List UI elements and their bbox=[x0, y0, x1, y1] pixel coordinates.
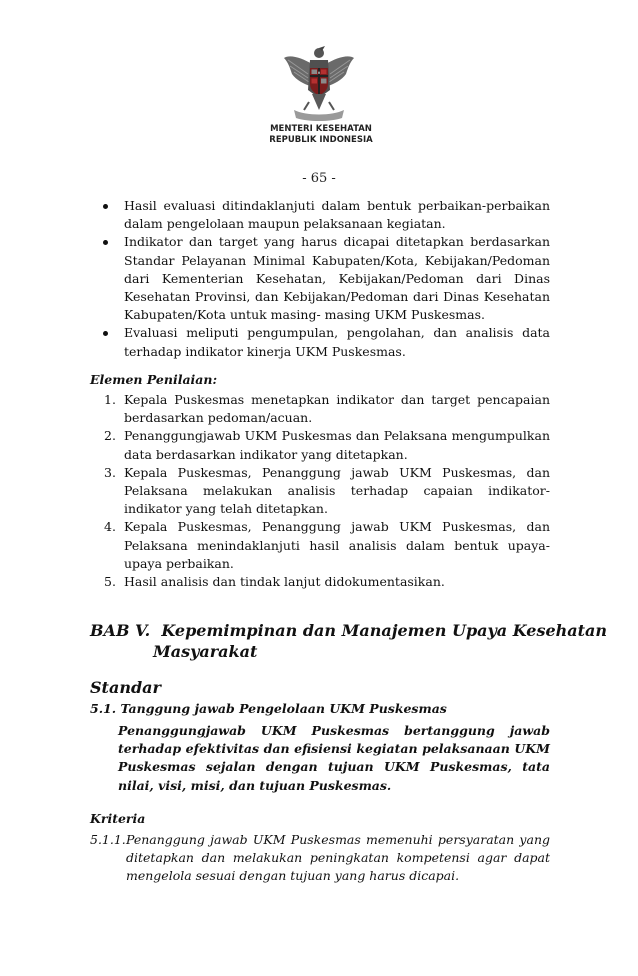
chapter-heading bbox=[90, 620, 608, 662]
list-number: 3. bbox=[104, 464, 116, 480]
kriteria-number: 5.1.1. bbox=[90, 832, 126, 847]
elemen-title-text: Elemen Penilaian: bbox=[90, 372, 218, 387]
list-item bbox=[90, 391, 550, 427]
standar-heading: Standar bbox=[90, 678, 161, 697]
list-text: Penanggungjawab UKM Puskesmas dan Pelaksana mengumpulkan data berdasarkan indikator yang ditetapkan. bbox=[124, 428, 550, 462]
list-number: 5. bbox=[104, 574, 116, 590]
list-number: 4. bbox=[104, 519, 116, 535]
list-text: Kepala Puskesmas, Penanggung jawab UKM Puskesmas, dan Pelaksana melakukan analisis terhadap capaian indikator-indikator yang telah ditetapkan. bbox=[124, 464, 550, 517]
list-number: 1. bbox=[104, 392, 116, 407]
list-text: Hasil analisis dan tindak lanjut didokumentasikan. bbox=[124, 574, 445, 590]
bullet-item bbox=[90, 233, 550, 324]
elemen-penilaian-title bbox=[90, 371, 550, 389]
list-item bbox=[90, 464, 550, 519]
list-text: Kepala Puskesmas, Penanggung jawab UKM Puskesmas, dan Pelaksana menindaklanjuti hasil analisis dalam bentuk upaya-upaya perbaikan. bbox=[124, 519, 550, 571]
garuda-emblem-icon bbox=[280, 44, 358, 124]
bullet-dot bbox=[103, 204, 108, 209]
bullet-list bbox=[90, 197, 550, 361]
chapter-heading-line-1: BAB V. Kepemimpinan dan Manajemen Upaya Kesehatan bbox=[90, 621, 608, 640]
chapter-heading-line-2: Masyarakat bbox=[153, 642, 258, 661]
kriteria-text: Penanggung jawab UKM Puskesmas memenuhi persyaratan yang ditetapkan dan melakukan peningkatan kompetensi agar dapat mengelola sesuai dengan tujuan yang harus dicapai. bbox=[126, 832, 550, 884]
ministry-line-1: MENTERI KESEHATAN bbox=[270, 124, 372, 134]
list-item bbox=[90, 573, 550, 591]
page-number: - 65 - bbox=[302, 171, 336, 186]
kriteria-title-text: Kriteria bbox=[90, 811, 146, 826]
elemen-penilaian-list bbox=[90, 391, 550, 591]
standar-subheading bbox=[90, 700, 550, 718]
list-item bbox=[90, 427, 550, 463]
bullet-item bbox=[90, 324, 550, 360]
ministry-label bbox=[262, 124, 380, 146]
standar-sub-text: 5.1. Tanggung jawab Pengelolaan UKM Puskesmas bbox=[90, 701, 447, 716]
bullet-dot bbox=[103, 240, 108, 245]
list-number: 2. bbox=[104, 428, 116, 444]
bullet-dot bbox=[103, 331, 108, 336]
list-text: Kepala Puskesmas menetapkan indikator dan target pencapaian berdasarkan pedoman/acuan. bbox=[124, 392, 550, 426]
list-item bbox=[90, 518, 550, 573]
standar-body: Penanggungjawab UKM Puskesmas bertanggung jawab terhadap efektivitas dan efisiensi kegiatan pelaksanaan UKM Puskesmas sejalan dengan tujuan UKM Puskesmas, tata nilai, visi, misi, dan tujuan Puskesmas. bbox=[118, 723, 550, 793]
ministry-line-2: REPUBLIK INDONESIA bbox=[269, 135, 373, 145]
kriteria-heading bbox=[90, 810, 550, 828]
kriteria-item bbox=[90, 831, 550, 886]
bullet-text: Evaluasi meliputi pengumpulan, pengolahan, dan analisis data terhadap indikator kinerja UKM Puskesmas. bbox=[124, 325, 550, 359]
bullet-item bbox=[90, 197, 550, 233]
bullet-text: Indikator dan target yang harus dicapai ditetapkan berdasarkan Standar Pelayanan Minimal Kabupaten/Kota, Kebijakan/Pedoman dari Kementerian Kesehatan, Kebijakan/Pedoman dari Dinas Kesehatan Provinsi, dan Kebijakan/Pedoman dari Dinas Kesehatan Kabupaten/Kota untuk masing- masing UKM Puskesmas. bbox=[124, 234, 550, 323]
bullet-text: Hasil evaluasi ditindaklanjuti dalam bentuk perbaikan-perbaikan dalam pengelolaan maupun pelaksanaan kegiatan. bbox=[124, 198, 550, 232]
